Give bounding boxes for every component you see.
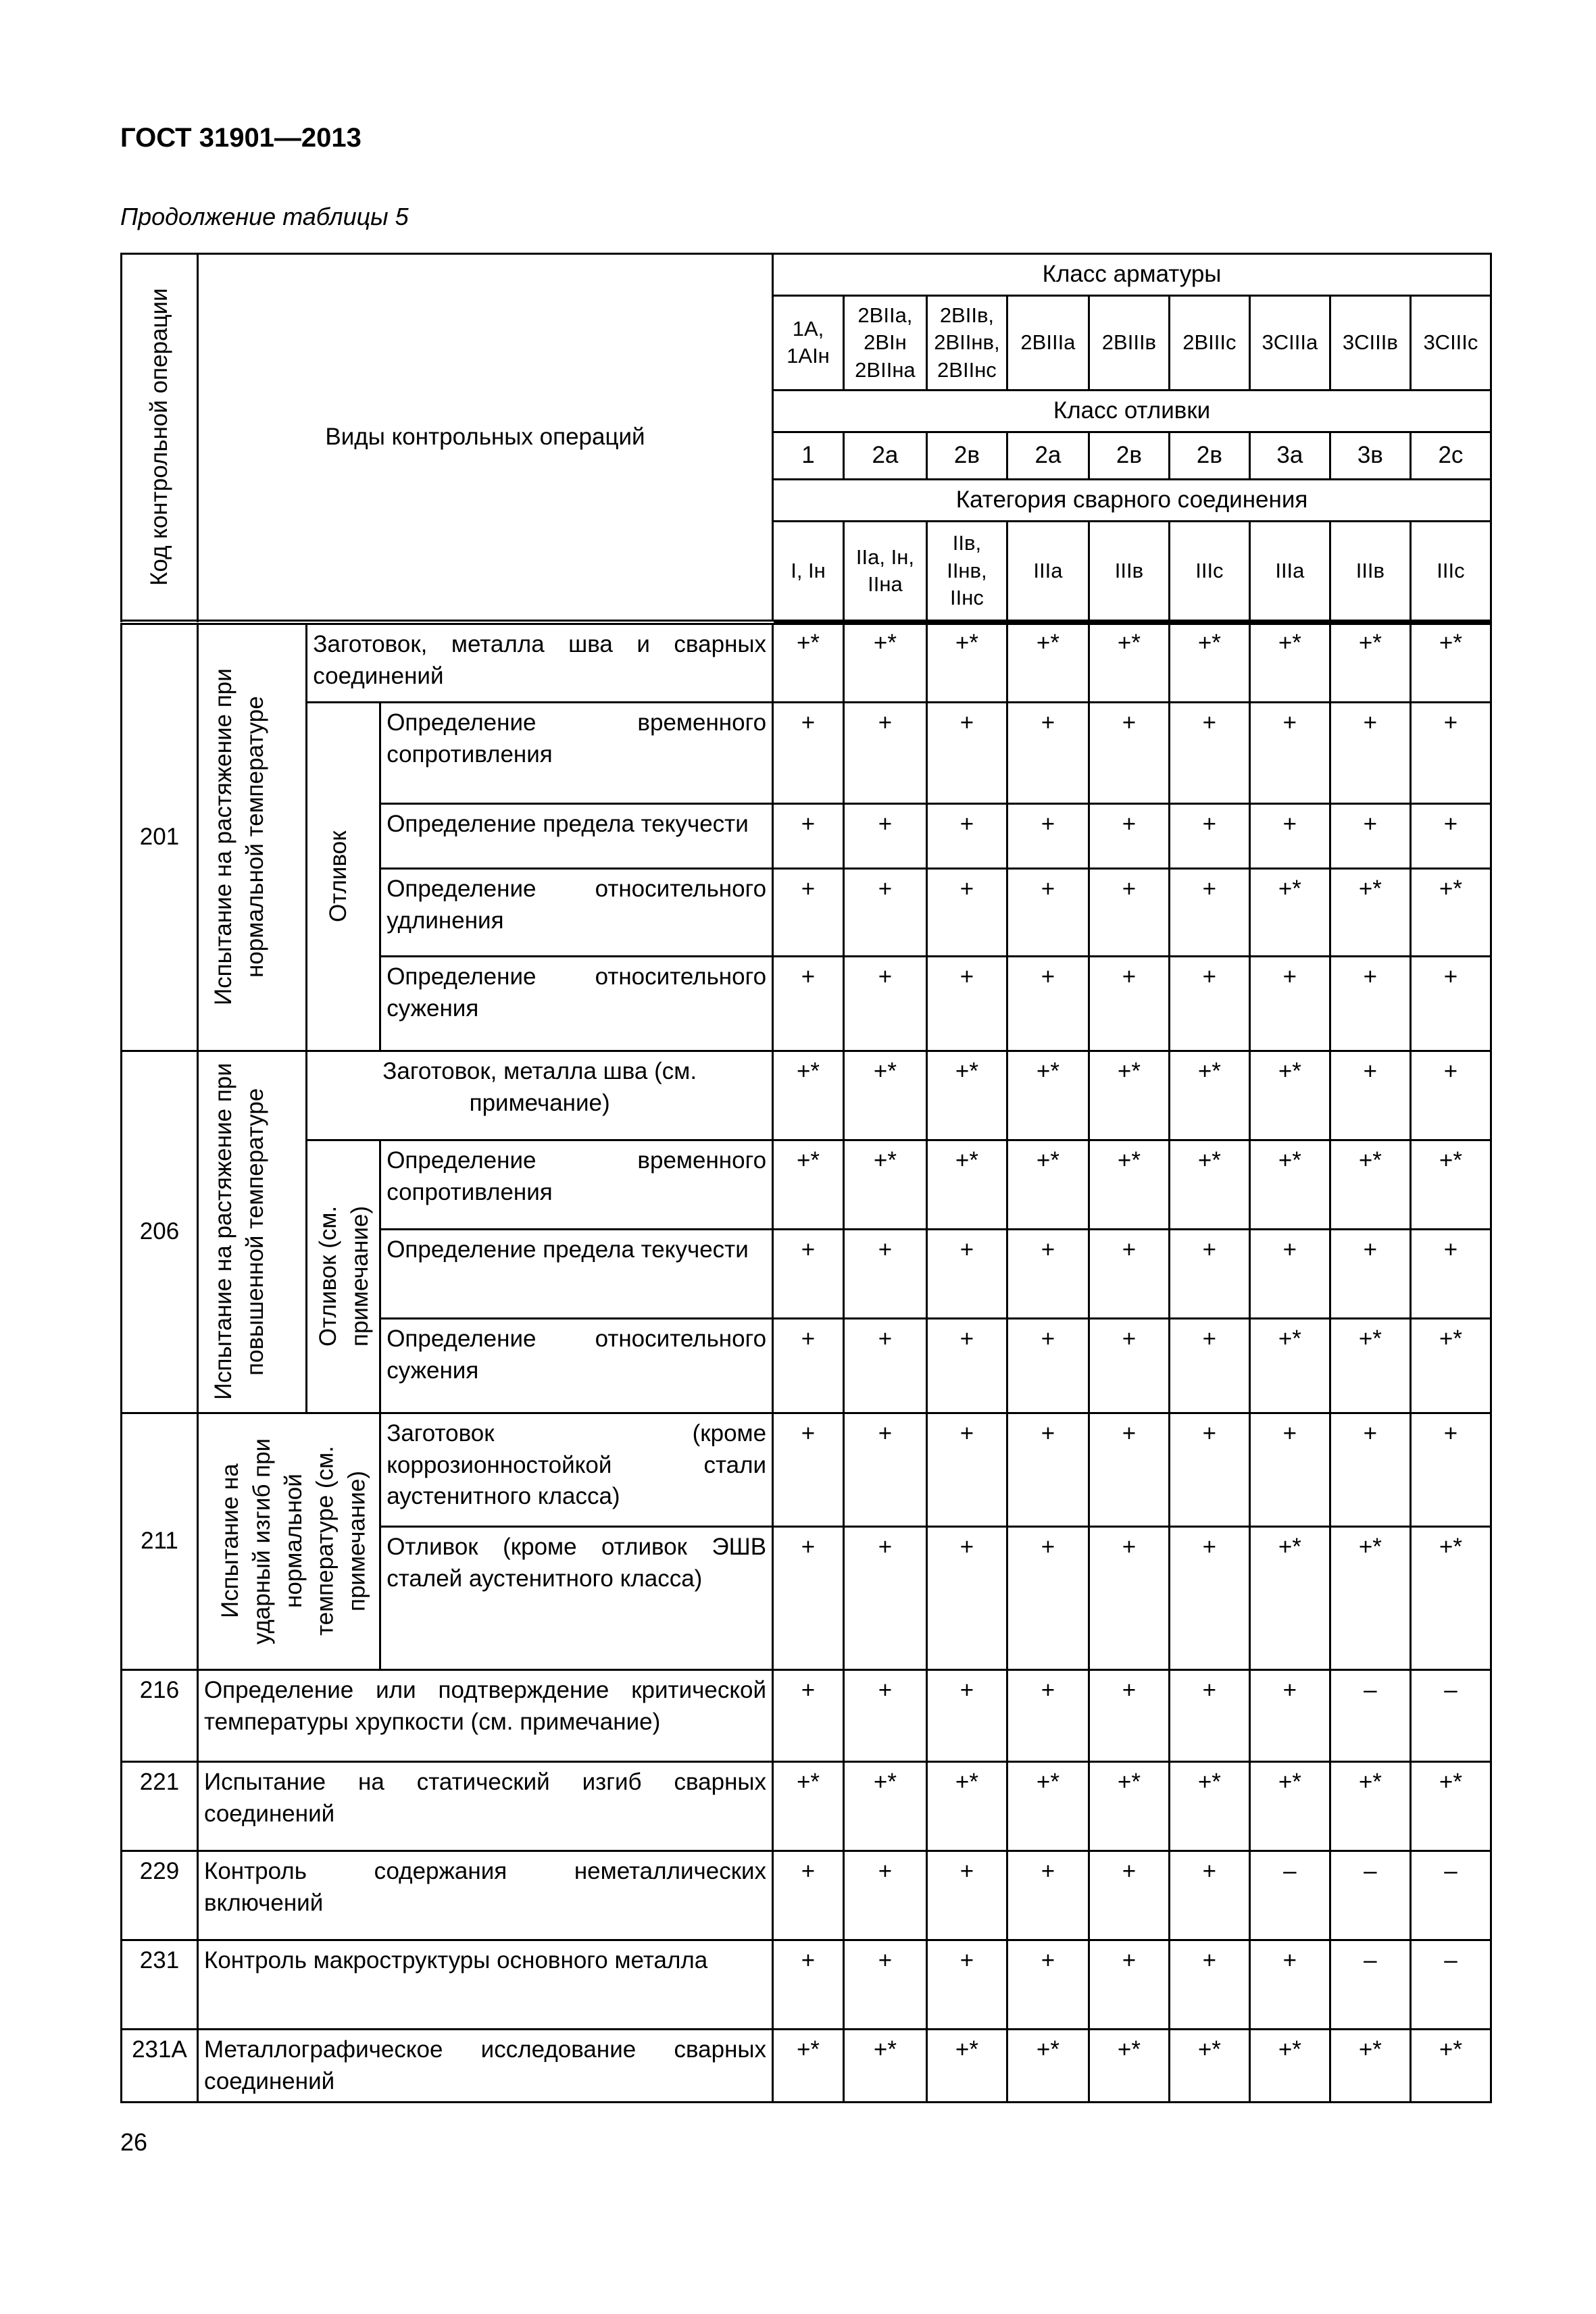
code-column-header: Код контрольной операции — [122, 254, 198, 623]
mark: +* — [1330, 1318, 1410, 1413]
armatura-class: 2ВІІв, 2ВІІнв, 2ВІІнс — [926, 295, 1007, 390]
mark: +* — [1007, 2029, 1089, 2103]
mark: + — [926, 1940, 1007, 2029]
mark: +* — [773, 1761, 844, 1851]
armatura-class-label: Класс арматуры — [773, 254, 1491, 296]
mark: + — [843, 1940, 926, 2029]
mark: +* — [926, 1140, 1007, 1229]
mark: +* — [1330, 622, 1410, 702]
mark: +* — [1249, 1051, 1330, 1140]
mark: + — [1007, 1669, 1089, 1761]
mark: +* — [1410, 1318, 1491, 1413]
mark: + — [1330, 1051, 1410, 1140]
mark: – — [1330, 1940, 1410, 2029]
armatura-class: 2ВІІа, 2ВІн 2ВІІна — [843, 295, 926, 390]
mark: + — [1249, 1229, 1330, 1318]
op-row-label: Контроль содержания неметаллических включений — [197, 1851, 772, 1940]
mark: + — [926, 1526, 1007, 1669]
mark: + — [773, 1413, 844, 1526]
mark: + — [843, 803, 926, 868]
mark: + — [1169, 1318, 1249, 1413]
op-row-label: Определение или подтверждение критической температуры хрупкости (см. примечание) — [197, 1669, 772, 1761]
mark: + — [1330, 803, 1410, 868]
mark: + — [1169, 1851, 1249, 1940]
mark: +* — [1089, 2029, 1169, 2103]
otlivka-class: 2с — [1410, 432, 1491, 479]
mark: + — [926, 1669, 1007, 1761]
mark: +* — [1169, 1761, 1249, 1851]
mark: + — [1089, 1526, 1169, 1669]
sub-label-201: Отливок — [307, 702, 380, 1051]
mark: + — [926, 1229, 1007, 1318]
mark: +* — [926, 1761, 1007, 1851]
op-row-label: Испытание на статический изгиб сварных соединений — [197, 1761, 772, 1851]
mark: + — [1007, 1851, 1089, 1940]
mark: + — [1007, 1526, 1089, 1669]
otlivka-class: 3а — [1249, 432, 1330, 479]
mark: – — [1410, 1940, 1491, 2029]
mark: + — [1007, 868, 1089, 956]
op-code: 229 — [122, 1851, 198, 1940]
otlivka-class: 2а — [1007, 432, 1089, 479]
mark: + — [1007, 1318, 1089, 1413]
mark: + — [773, 1669, 844, 1761]
armatura-class: 1А, 1АІн — [773, 295, 844, 390]
otlivka-class: 2в — [1169, 432, 1249, 479]
mark: + — [773, 868, 844, 956]
mark: + — [926, 702, 1007, 803]
armatura-class: 2ВІІІа — [1007, 295, 1089, 390]
otlivka-class-label: Класс отливки — [773, 390, 1491, 432]
mark: + — [926, 868, 1007, 956]
weld-category: ІІІа — [1007, 521, 1089, 622]
mark: – — [1330, 1669, 1410, 1761]
mark: + — [1249, 1413, 1330, 1526]
mark: + — [1410, 956, 1491, 1051]
document-title: ГОСТ 31901—2013 — [120, 123, 361, 153]
mark: +* — [1089, 622, 1169, 702]
mark: +* — [1249, 622, 1330, 702]
group-label-201: Испытание на растяжение при нормальной температуре — [197, 622, 306, 1051]
mark: + — [926, 956, 1007, 1051]
mark: +* — [773, 2029, 844, 2103]
mark: + — [1169, 803, 1249, 868]
mark: + — [843, 868, 926, 956]
weld-category: ІІв, ІІнв, ІІнс — [926, 521, 1007, 622]
mark: +* — [1249, 1318, 1330, 1413]
op-row-label: Определение относительного удлинения — [380, 868, 773, 956]
op-row-label: Определение временного сопротивления — [380, 702, 773, 803]
mark: + — [1410, 1229, 1491, 1318]
mark: + — [1089, 803, 1169, 868]
mark: +* — [1410, 622, 1491, 702]
op-code-206: 206 — [122, 1051, 198, 1413]
mark: +* — [773, 622, 844, 702]
mark: + — [843, 956, 926, 1051]
mark: + — [1007, 803, 1089, 868]
op-row-label: Определение относительного сужения — [380, 1318, 773, 1413]
mark: +* — [1007, 622, 1089, 702]
op-row-label: Определение относительного сужения — [380, 956, 773, 1051]
mark: + — [1089, 1229, 1169, 1318]
op-row-label: Заготовок, металла шва (см. примечание) — [307, 1051, 773, 1140]
mark: +* — [1410, 2029, 1491, 2103]
otlivka-class: 2а — [843, 432, 926, 479]
weld-category-label: Категория сварного соединения — [773, 479, 1491, 521]
mark: +* — [1410, 1526, 1491, 1669]
mark: +* — [1249, 868, 1330, 956]
weld-category: ІІІс — [1169, 521, 1249, 622]
mark: +* — [1089, 1761, 1169, 1851]
mark: + — [1007, 1229, 1089, 1318]
ops-column-header: Виды контрольных операций — [197, 254, 772, 623]
mark: + — [1089, 702, 1169, 803]
mark: +* — [843, 622, 926, 702]
otlivka-class: 2в — [1089, 432, 1169, 479]
mark: + — [843, 1229, 926, 1318]
armatura-class: 3СІІІс — [1410, 295, 1491, 390]
mark: +* — [1007, 1761, 1089, 1851]
otlivka-class: 3в — [1330, 432, 1410, 479]
mark: +* — [1330, 2029, 1410, 2103]
mark: +* — [1089, 1140, 1169, 1229]
mark: + — [843, 1318, 926, 1413]
mark: + — [773, 1940, 844, 2029]
mark: +* — [1249, 1140, 1330, 1229]
mark: + — [773, 1318, 844, 1413]
mark: + — [1169, 956, 1249, 1051]
op-row-label: Определение временного сопротивления — [380, 1140, 773, 1229]
mark: +* — [843, 2029, 926, 2103]
mark: + — [1007, 1413, 1089, 1526]
mark: + — [1089, 1318, 1169, 1413]
armatura-class: 2ВІІІс — [1169, 295, 1249, 390]
mark: + — [1249, 702, 1330, 803]
mark: +* — [1330, 1526, 1410, 1669]
mark: + — [926, 1318, 1007, 1413]
weld-category: ІІа, Ін, ІІна — [843, 521, 926, 622]
op-code: 231А — [122, 2029, 198, 2103]
weld-category: ІІІа — [1249, 521, 1330, 622]
mark: + — [1169, 1669, 1249, 1761]
mark: + — [773, 1851, 844, 1940]
mark: + — [843, 702, 926, 803]
mark: +* — [926, 2029, 1007, 2103]
mark: + — [1169, 702, 1249, 803]
armatura-class: 2ВІІІв — [1089, 295, 1169, 390]
mark: + — [1089, 956, 1169, 1051]
otlivka-class: 2в — [926, 432, 1007, 479]
mark: +* — [1007, 1051, 1089, 1140]
op-row-label: Металлографическое исследование сварных соединений — [197, 2029, 772, 2103]
mark: +* — [1169, 2029, 1249, 2103]
mark: + — [773, 702, 844, 803]
op-row-label: Отливок (кроме отливок ЭШВ сталей аустенитного класса) — [380, 1526, 773, 1669]
op-row-label: Определение предела текучести — [380, 803, 773, 868]
mark: + — [1330, 956, 1410, 1051]
op-row-label: Определение предела текучести — [380, 1229, 773, 1318]
mark: + — [1330, 1413, 1410, 1526]
mark: +* — [926, 1051, 1007, 1140]
mark: + — [1249, 1669, 1330, 1761]
mark: + — [1410, 1051, 1491, 1140]
mark: +* — [773, 1140, 844, 1229]
mark: + — [1330, 702, 1410, 803]
mark: +* — [1330, 868, 1410, 956]
mark: +* — [1330, 1761, 1410, 1851]
mark: +* — [1169, 1140, 1249, 1229]
mark: + — [1330, 1229, 1410, 1318]
mark: + — [1249, 803, 1330, 868]
mark: + — [1089, 868, 1169, 956]
mark: + — [773, 1229, 844, 1318]
weld-category: ІІІв — [1089, 521, 1169, 622]
op-row-label: Заготовок (кроме коррозионностойкой стали аустенитного класса) — [380, 1413, 773, 1526]
op-code: 221 — [122, 1761, 198, 1851]
op-code: 216 — [122, 1669, 198, 1761]
mark: + — [1169, 1940, 1249, 2029]
mark: + — [1089, 1851, 1169, 1940]
sub-label-206: Отливок (см. примечание) — [307, 1140, 380, 1413]
armatura-class: 3СІІІа — [1249, 295, 1330, 390]
op-code-201: 201 — [122, 622, 198, 1051]
mark: + — [843, 1413, 926, 1526]
mark: + — [1089, 1413, 1169, 1526]
op-row-label: Заготовок, металла шва и сварных соединений — [307, 622, 773, 702]
weld-category: І, Ін — [773, 521, 844, 622]
mark: +* — [1330, 1140, 1410, 1229]
mark: + — [1007, 956, 1089, 1051]
mark: + — [1169, 1526, 1249, 1669]
mark: + — [1007, 1940, 1089, 2029]
mark: – — [1410, 1669, 1491, 1761]
mark: +* — [1410, 1140, 1491, 1229]
weld-category: ІІІв — [1330, 521, 1410, 622]
mark: +* — [926, 622, 1007, 702]
mark: +* — [1410, 1761, 1491, 1851]
mark: – — [1410, 1851, 1491, 1940]
mark: +* — [1089, 1051, 1169, 1140]
mark: +* — [1169, 1051, 1249, 1140]
weld-category: ІІІс — [1410, 521, 1491, 622]
op-code: 231 — [122, 1940, 198, 2029]
mark: + — [843, 1851, 926, 1940]
table-caption: Продолжение таблицы 5 — [120, 203, 409, 230]
mark: + — [1410, 702, 1491, 803]
mark: +* — [843, 1051, 926, 1140]
page-number: 26 — [120, 2128, 148, 2156]
mark: + — [1089, 1940, 1169, 2029]
otlivka-class: 1 — [773, 432, 844, 479]
mark: +* — [1249, 2029, 1330, 2103]
mark: +* — [843, 1761, 926, 1851]
mark: +* — [1410, 868, 1491, 956]
op-row-label: Контроль макроструктуры основного металла — [197, 1940, 772, 2029]
mark: +* — [773, 1051, 844, 1140]
op-code-211: 211 — [122, 1413, 198, 1669]
mark: + — [1249, 1940, 1330, 2029]
armatura-class: 3СІІІв — [1330, 295, 1410, 390]
mark: + — [1410, 1413, 1491, 1526]
mark: + — [926, 803, 1007, 868]
mark: + — [1249, 956, 1330, 1051]
mark: + — [1169, 1413, 1249, 1526]
mark: + — [926, 1851, 1007, 1940]
mark: + — [773, 803, 844, 868]
mark: + — [1169, 868, 1249, 956]
mark: +* — [1169, 622, 1249, 702]
mark: – — [1330, 1851, 1410, 1940]
mark: + — [773, 1526, 844, 1669]
group-label-211: Испытание на ударный изгиб при нормальной температуре (см. примечание) — [197, 1413, 380, 1669]
mark: + — [926, 1413, 1007, 1526]
mark: + — [1169, 1229, 1249, 1318]
mark: + — [843, 1526, 926, 1669]
mark: + — [1410, 803, 1491, 868]
mark: + — [773, 956, 844, 1051]
mark: +* — [1249, 1526, 1330, 1669]
mark: + — [1007, 702, 1089, 803]
mark: +* — [1249, 1761, 1330, 1851]
control-operations-table — [120, 253, 1492, 2103]
mark: +* — [1007, 1140, 1089, 1229]
mark: + — [843, 1669, 926, 1761]
mark: +* — [843, 1140, 926, 1229]
mark: + — [1089, 1669, 1169, 1761]
group-label-206: Испытание на растяжение при повышенной температуре — [197, 1051, 306, 1413]
mark: – — [1249, 1851, 1330, 1940]
